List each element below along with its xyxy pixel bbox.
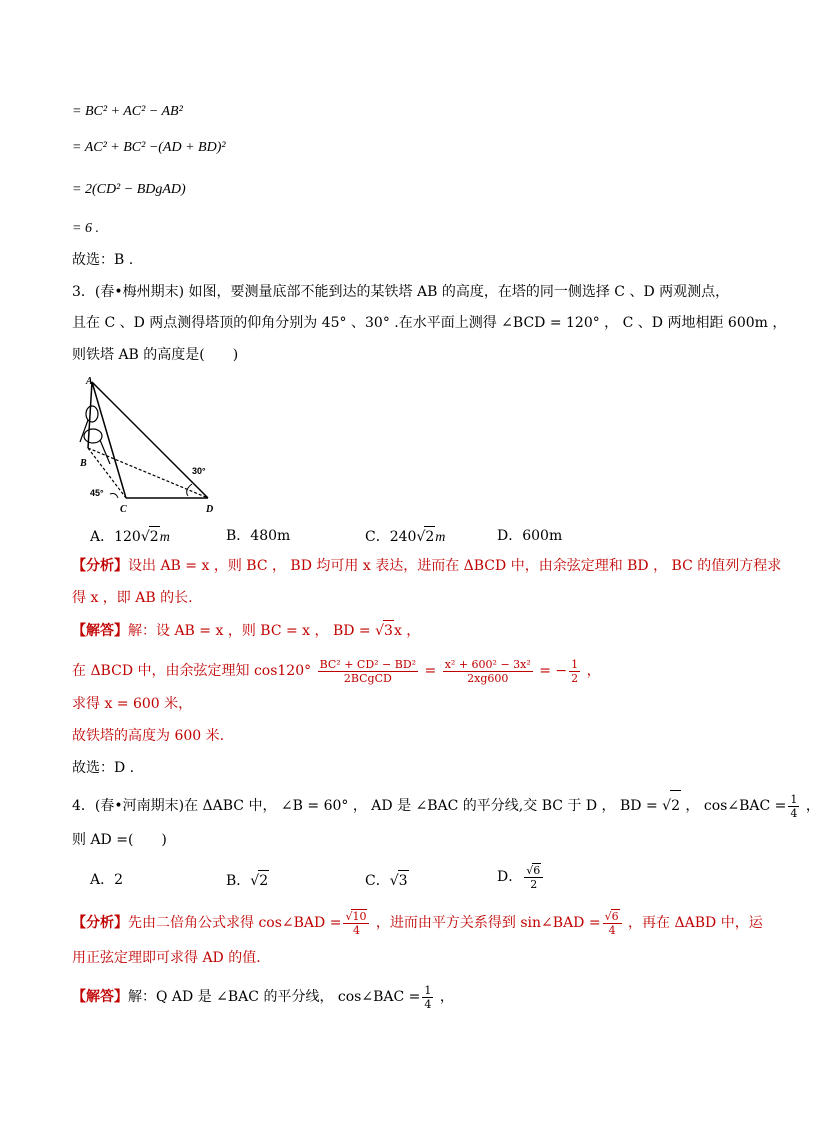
q3-solution-line-1: 【解答】解：设 AB = x ，则 BC = x ， BD = √3x ， xyxy=(72,620,420,641)
point-label-c: C xyxy=(120,504,127,515)
point-label-b: B xyxy=(80,458,87,469)
q3-option-c: C．240√2m xyxy=(365,526,445,548)
q3-solution-line-4: 故铁塔的高度为 600 米. xyxy=(72,728,225,744)
q4-text-line-1: 4．(春•河南期末)在 ΔABC 中， ∠B = 60° ， AD 是 ∠BAC 的平分线,交 BC 于 D ， BD = √2 ， cos∠BAC = $\frac{1}{4}$ ， xyxy=(72,790,820,821)
point-label-d: D xyxy=(206,504,214,515)
q3-option-a: A．120√2m xyxy=(90,526,170,548)
q4-option-d: D． $\frac{√6}{2}$ xyxy=(497,860,545,894)
q3-answer: 故选：D . xyxy=(72,760,135,776)
q4-analysis-line-1: 【分析】先由二倍角公式求得 cos∠BAD = $\frac{√10}{4}$ ，进而由平方关系得到 sin∠BAD = $\frac{√6}{4}$ ，再在 ΔABD 中，运 xyxy=(72,910,763,937)
q3-analysis-line-1: 【分析】设出 AB = x ，则 BC ， BD 均可用 x 表达，进而在 ΔBCD 中，由余弦定理和 BD ， BC 的值列方程求 xyxy=(72,558,782,574)
derivation-line-4: = 6 . xyxy=(72,221,99,236)
tower-leg-right xyxy=(100,440,110,464)
derivation-line-2: = AC² + BC² −(AD + BD)² xyxy=(72,140,226,155)
q4-text-line-2: 则 AD =( ) xyxy=(72,832,167,848)
fraction-law-of-cosines: $\frac{\text{BC² + CD² − BD²}}{\text{2BCgCD}}$ xyxy=(319,657,417,685)
tower-segment-top xyxy=(86,406,98,422)
q3-solution-line-3: 求得 x = 600 米， xyxy=(72,696,193,712)
q4-option-c: C．√3 xyxy=(365,870,409,891)
derivation-line-3: = 2(CD² − BDgAD) xyxy=(72,182,186,197)
tower-line-ab xyxy=(88,382,92,448)
q4-solution-line-1: 【解答】解：Q AD 是 ∠BAC 的平分线， cos∠BAC = $\frac{1}{4}$ ， xyxy=(72,983,454,1011)
fraction-substituted: $\frac{\text{x² + 600² − 3x²}}{2xg600}$ xyxy=(444,657,531,685)
angle-label-30: 30° xyxy=(192,466,206,476)
angle-arc-45 xyxy=(110,494,118,499)
tower-segment-bottom xyxy=(84,429,102,443)
fraction-one-quarter: $\frac{1}{4}$ xyxy=(790,792,798,820)
angle-label-45: 45° xyxy=(90,488,104,498)
fraction-minus-half: $\frac{1}{2}$ xyxy=(571,657,579,685)
q3-analysis-line-2: 得 x ，即 AB 的长. xyxy=(72,590,193,606)
q3-text-line-1: 3．(春•梅州期末) 如图，要测量底部不能到达的某铁塔 AB 的高度，在塔的同一侧选择 C 、D 两观测点， xyxy=(72,284,730,300)
q4-analysis-line-2: 用正弦定理即可求得 AD 的值. xyxy=(72,950,261,966)
tower-diagram xyxy=(80,376,226,516)
q3-text-line-3: 则铁塔 AB 的高度是( ) xyxy=(72,347,239,363)
point-label-a: A xyxy=(86,376,93,387)
q3-solution-line-2: 在 ΔBCD 中，由余弦定理知 cos120° $\frac{\text{BC² + CD² − BD²}}{\text{2BCgCD}}$ = $\frac{\text{x² + 600² − 3x²}}{2xg600}$ = − $\frac{1}{2}$ ， xyxy=(72,657,601,685)
fraction-root10-over-4: $\frac{√10}{4}$ xyxy=(343,909,369,937)
fraction-root6-over-2: $\frac{√6}{2}$ xyxy=(524,863,543,891)
fraction-cos-bac: $\frac{1}{4}$ xyxy=(424,983,432,1011)
fraction-root6-over-4: $\frac{√6}{4}$ xyxy=(603,909,622,937)
q4-option-b: B．√2 xyxy=(226,870,269,891)
angle-arc-30 xyxy=(187,484,192,496)
derivation-line-1: = BC² + AC² − AB² xyxy=(72,104,183,119)
q3-text-line-2: 且在 C 、D 两点测得塔顶的仰角分别为 45° 、30° .在水平面上测得 ∠BCD = 120° ， C 、D 两地相距 600m ， xyxy=(72,315,787,331)
q3-option-d: D．600m xyxy=(497,528,563,544)
previous-answer: 故选：B . xyxy=(72,252,134,268)
q3-option-b: B．480m xyxy=(226,528,291,544)
q4-option-a: A．2 xyxy=(90,872,124,888)
